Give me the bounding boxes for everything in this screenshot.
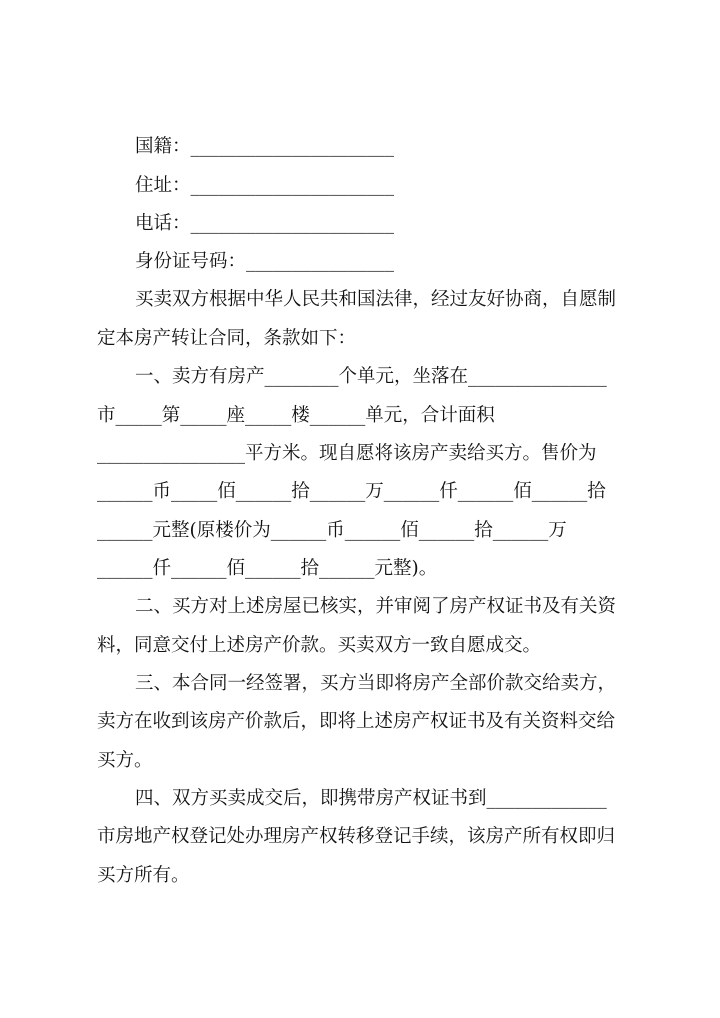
clause-1-line-5: ______元整(原楼价为______币______佰______拾______万	[97, 520, 567, 541]
clause-2-line-2: 料，同意交付上述房产价款。买卖双方一致自愿成交。	[97, 635, 542, 656]
clause-3-line-3: 买方。	[97, 750, 153, 771]
clause-3-line-2: 卖方在收到该房产价款后，即将上述房产权证书及有关资料交给	[97, 711, 616, 732]
phone-line: 电话：______________________	[135, 213, 395, 234]
clause-1-line-1: 一、卖方有房产________个单元，坐落在_______________	[135, 366, 607, 387]
clause-4-line-2: 市房地产权登记处办理房产权转移登记手续，该房产所有权即归	[97, 826, 616, 847]
clause-4-line-1: 四、双方买卖成交后，即携带房产权证书到_____________	[135, 788, 607, 809]
clause-1-line-2: 市_____第_____座_____楼______单元，合计面积	[97, 405, 495, 426]
clause-3-line-1: 三、本合同一经签署，买方当即将房产全部价款交给卖方，	[135, 673, 617, 694]
intro-paragraph-line-1: 买卖双方根据中华人民共和国法律，经过友好协商，自愿制	[135, 289, 617, 310]
address-line: 住址：______________________	[135, 175, 395, 196]
id-number-line: 身份证号码：________________	[135, 251, 395, 272]
clause-1-line-4: ______币_____佰______拾______万______仟______佰______拾	[97, 481, 606, 502]
clause-1-line-3: ________________平方米。现自愿将该房产卖给买方。售价为	[97, 443, 597, 464]
clause-1-line-6: ______仟______佰______拾______元整)。	[97, 558, 438, 579]
clause-4-line-3: 买方所有。	[97, 865, 190, 886]
intro-paragraph-line-2: 定本房产转让合同，条款如下：	[97, 328, 357, 349]
nationality-line: 国籍：______________________	[135, 136, 395, 157]
clause-2-line-1: 二、买方对上述房屋已核实，并审阅了房产权证书及有关资	[135, 596, 617, 617]
